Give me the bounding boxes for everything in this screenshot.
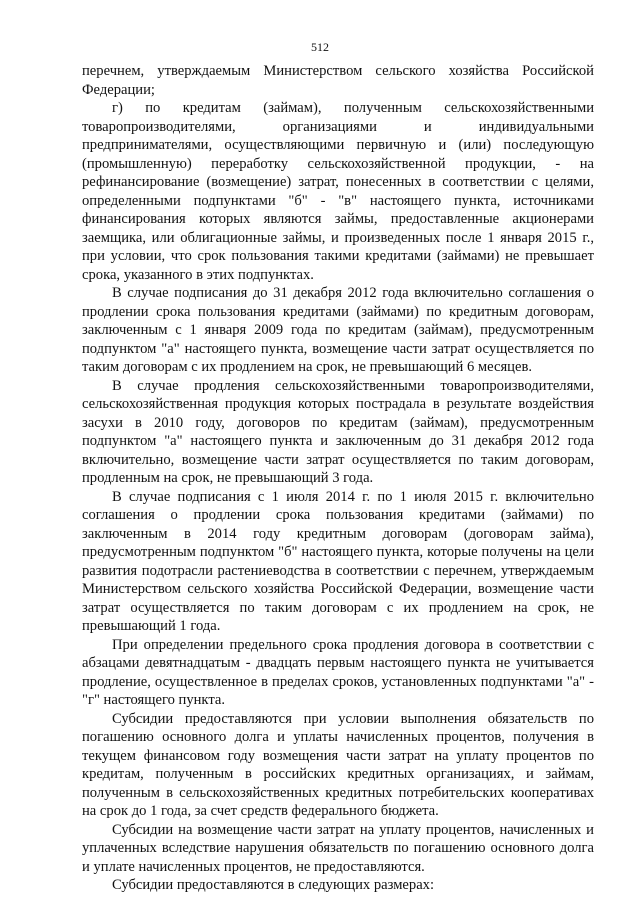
paragraph: г) по кредитам (займам), полученным сельскохозяйственными товаропроизводителями, организациями и индивидуальными предпринимателями, осуществляющими первичную и (или) последующую (промышленную) переработку сельскохозяйственной продукции, - на рефинансирование (возмещение) затрат, понесенных в соответствии с целями, определенными подпунктами "б" - "в" настоящего пункта, источниками финансирования которых являются займы, предоставленные акционерами заемщика, или облигационные займы, и произведенных после 1 января 2015 г., при условии, что срок пользования такими кредитами (займами) не превышает срока, указанного в этих подпунктах. [82, 100, 594, 283]
paragraph: перечнем, утверждаемым Министерством сельского хозяйства Российской Федерации; [82, 63, 594, 98]
paragraph: При определении предельного срока продления договора в соответствии с абзацами девятнадцатым - двадцать первым настоящего пункта не учитывается продление, осуществленное в пределах сроков, установленных подпунктами "а" - "г" настоящего пункта. [82, 636, 594, 708]
paragraph: Субсидии предоставляются при условии выполнения обязательств по погашению основного долга и уплаты начисленных процентов, получения в текущем финансовом году возмещения части затрат на уплату процентов по кредитам, полученным в российских кредитных организациях, и займам, полученным в сельскохозяйственных кредитных потребительских кооперативах на срок до 1 года, за счет средств федерального бюджета. [82, 710, 594, 819]
document-body [82, 62, 594, 895]
paragraph: В случае подписания с 1 июля 2014 г. по 1 июля 2015 г. включительно соглашения о продлении срока пользования кредитами (займами) по заключенным в 2014 году кредитным договорам (договорам займа), предусмотренным подпунктом "б" настоящего пункта, которые получены на цели развития подотрасли растениеводства в соответствии с перечнем, утверждаемым Министерством сельского хозяйства Российской Федерации, возмещение части затрат осуществляется по таким договорам с их продлением на срок, не превышающий 1 года. [82, 488, 594, 634]
paragraph: В случае продления сельскохозяйственными товаропроизводителями, сельскохозяйственная продукция которых пострадала в результате воздействия засухи в 2010 году, договоров по кредитам (займам), предусмотренным подпунктом "а" настоящего пункта и заключенным до 31 декабря 2012 года включительно, возмещение части затрат осуществляется по таким договорам, продленным на срок, не превышающий 3 года. [82, 377, 594, 486]
page-number: 512 [311, 40, 329, 54]
paragraph: В случае подписания до 31 декабря 2012 года включительно соглашения о продлении срока пользования кредитами (займами) по кредитным договорам, заключенным с 1 января 2009 года по кредитам (займам), предусмотренным подпунктом "а" настоящего пункта, возмещение части затрат осуществляется по таким договорам с их продлением на срок, не превышающий 6 месяцев. [82, 285, 594, 375]
paragraph: Субсидии предоставляются в следующих размерах: [112, 877, 435, 893]
paragraph: Субсидии на возмещение части затрат на уплату процентов, начисленных и уплаченных вследствие нарушения обязательств по погашению основного долга и уплате начисленных процентов, не предоставляются. [82, 821, 594, 875]
